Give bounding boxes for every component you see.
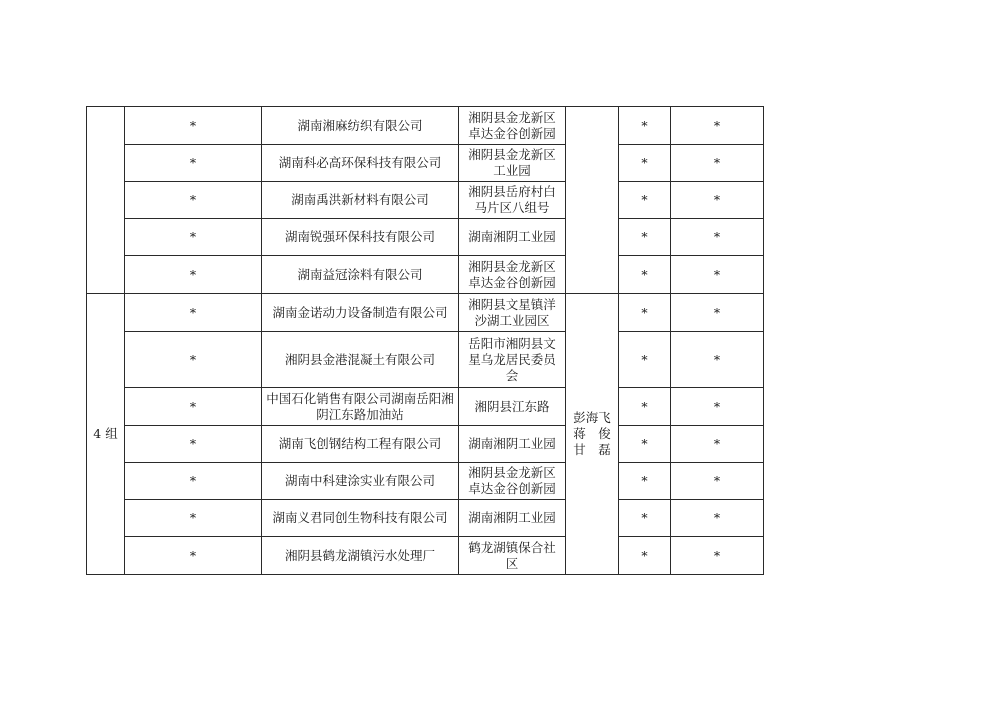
serial-cell: * [125,182,262,219]
col6-cell: * [671,332,764,388]
company-cell: 湘阴县鹤龙湖镇污水处理厂 [262,537,459,575]
address-cell: 湖南湘阴工业园 [459,426,566,463]
col6-cell: * [671,145,764,182]
col6-cell: * [671,107,764,145]
company-cell: 湖南禹洪新材料有限公司 [262,182,459,219]
serial-cell: * [125,500,262,537]
table-row [87,107,764,145]
group-label-cell [87,107,125,294]
serial-cell: * [125,332,262,388]
company-cell: 湖南科必高环保科技有限公司 [262,145,459,182]
col5-cell: * [619,182,671,219]
col6-cell: * [671,463,764,500]
serial-cell: * [125,294,262,332]
col5-cell: * [619,256,671,294]
inspection-table [86,106,764,575]
company-cell: 湖南飞创钢结构工程有限公司 [262,426,459,463]
table-row [87,537,764,575]
serial-cell: * [125,145,262,182]
table-row [87,219,764,256]
col6-cell: * [671,294,764,332]
table-row [87,332,764,388]
address-cell: 湘阴县金龙新区卓达金谷创新园 [459,463,566,500]
company-cell: 湖南义君同创生物科技有限公司 [262,500,459,537]
serial-cell: * [125,426,262,463]
table-row [87,145,764,182]
table-row [87,294,764,332]
address-cell: 湘阴县金龙新区工业园 [459,145,566,182]
company-cell: 中国石化销售有限公司湖南岳阳湘阴江东路加油站 [262,388,459,426]
company-cell: 湖南湘麻纺织有限公司 [262,107,459,145]
table-row [87,500,764,537]
serial-cell: * [125,256,262,294]
inspectors: 彭海飞 蒋 俊 甘 磊 [573,410,611,457]
address-cell: 湖南湘阴工业园 [459,500,566,537]
col5-cell: * [619,463,671,500]
col6-cell: * [671,500,764,537]
col5-cell: * [619,145,671,182]
table-row [87,426,764,463]
company-cell: 湖南益冠涂料有限公司 [262,256,459,294]
table-row [87,388,764,426]
col5-cell: * [619,426,671,463]
table-row [87,182,764,219]
col6-cell: * [671,537,764,575]
serial-cell: * [125,107,262,145]
address-cell: 湘阴县文星镇洋沙湖工业园区 [459,294,566,332]
inspectors-cell [566,107,619,294]
col5-cell: * [619,388,671,426]
serial-cell: * [125,388,262,426]
col6-cell: * [671,256,764,294]
group-label-cell [87,294,125,575]
company-cell: 湖南中科建涂实业有限公司 [262,463,459,500]
col6-cell: * [671,388,764,426]
address-cell: 湘阴县金龙新区卓达金谷创新园 [459,107,566,145]
col5-cell: * [619,537,671,575]
col5-cell: * [619,219,671,256]
inspectors-cell [566,294,619,575]
col5-cell: * [619,294,671,332]
col5-cell: * [619,332,671,388]
col6-cell: * [671,426,764,463]
address-cell: 湘阴县岳府村白马片区八组号 [459,182,566,219]
col5-cell: * [619,107,671,145]
address-cell: 岳阳市湘阴县文星乌龙居民委员会 [459,332,566,388]
address-cell: 鹤龙湖镇保合社区 [459,537,566,575]
serial-cell: * [125,463,262,500]
group-label: 4 组 [93,426,118,441]
serial-cell: * [125,537,262,575]
address-cell: 湖南湘阴工业园 [459,219,566,256]
serial-cell: * [125,219,262,256]
address-cell: 湘阴县江东路 [459,388,566,426]
table-row [87,256,764,294]
company-cell: 湘阴县金港混凝土有限公司 [262,332,459,388]
col6-cell: * [671,182,764,219]
col5-cell: * [619,500,671,537]
address-cell: 湘阴县金龙新区卓达金谷创新园 [459,256,566,294]
company-cell: 湖南金诺动力设备制造有限公司 [262,294,459,332]
col6-cell: * [671,219,764,256]
table-body [87,107,764,575]
table-row [87,463,764,500]
company-cell: 湖南锐强环保科技有限公司 [262,219,459,256]
